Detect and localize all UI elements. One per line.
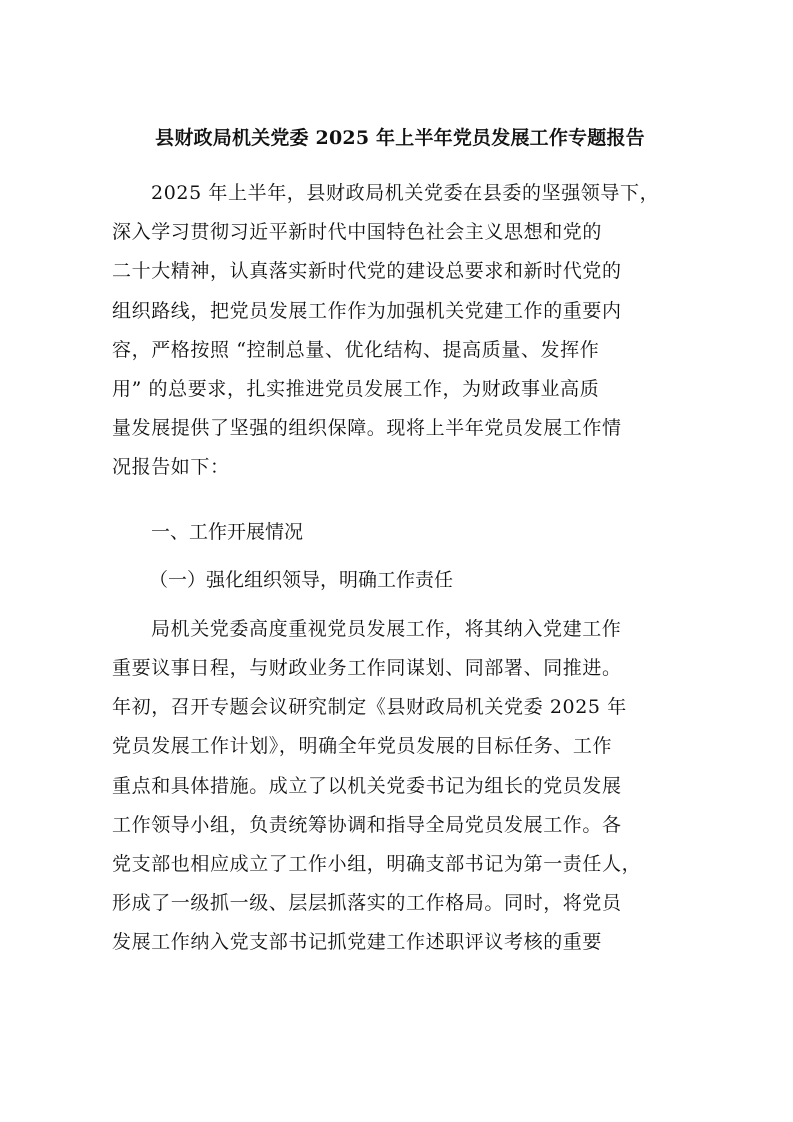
paragraph-line: 党支部也相应成立了工作小组，明确支部书记为第一责任人， [112, 853, 642, 875]
paragraph-line: 深入学习贯彻习近平新时代中国特色社会主义思想和党的 [112, 221, 603, 243]
paragraph-line: 年初，召开专题会议研究制定《县财政局机关党委 2025 年 [112, 696, 627, 718]
subsection-heading: （一）强化组织领导，明确工作责任 [149, 569, 454, 591]
section-heading: 一、工作开展情况 [151, 521, 304, 543]
paragraph-line: 形成了一级抓一级、层层抓落实的工作格局。同时，将党员 [112, 892, 622, 914]
paragraph-line: 工作领导小组，负责统筹协调和指导全局党员发展工作。各 [112, 814, 622, 836]
paragraph-line: 党员发展工作计划》，明确全年党员发展的目标任务、工作 [112, 735, 613, 757]
paragraph-line: 局机关党委高度重视党员发展工作，将其纳入党建工作 [151, 618, 622, 640]
paragraph-line: 二十大精神，认真落实新时代党的建设总要求和新时代党的 [112, 260, 622, 282]
paragraph-line: 重点和具体措施。成立了以机关党委书记为组长的党员发展 [112, 775, 622, 797]
paragraph-line: 重要议事日程，与财政业务工作同谋划、同部署、同推进。 [112, 657, 622, 679]
paragraph-line: 2025 年上半年，县财政局机关党委在县委的坚强领导下， [151, 182, 660, 204]
paragraph-line: 况报告如下： [112, 456, 230, 478]
paragraph-line: 组织路线，把党员发展工作作为加强机关党建工作的重要内 [112, 300, 622, 322]
paragraph-line: 容，严格按照 “控制总量、优化结构、提高质量、发挥作 [112, 339, 600, 361]
paragraph-line: 量发展提供了坚强的组织保障。现将上半年党员发展工作情 [112, 417, 622, 439]
paragraph-line: 用” 的总要求，扎实推进党员发展工作，为财政事业高质 [112, 378, 600, 400]
document-title: 县财政局机关党委 2025 年上半年党员发展工作专题报告 [155, 127, 645, 149]
paragraph-line: 发展工作纳入党支部书记抓党建工作述职评议考核的重要 [112, 931, 603, 953]
